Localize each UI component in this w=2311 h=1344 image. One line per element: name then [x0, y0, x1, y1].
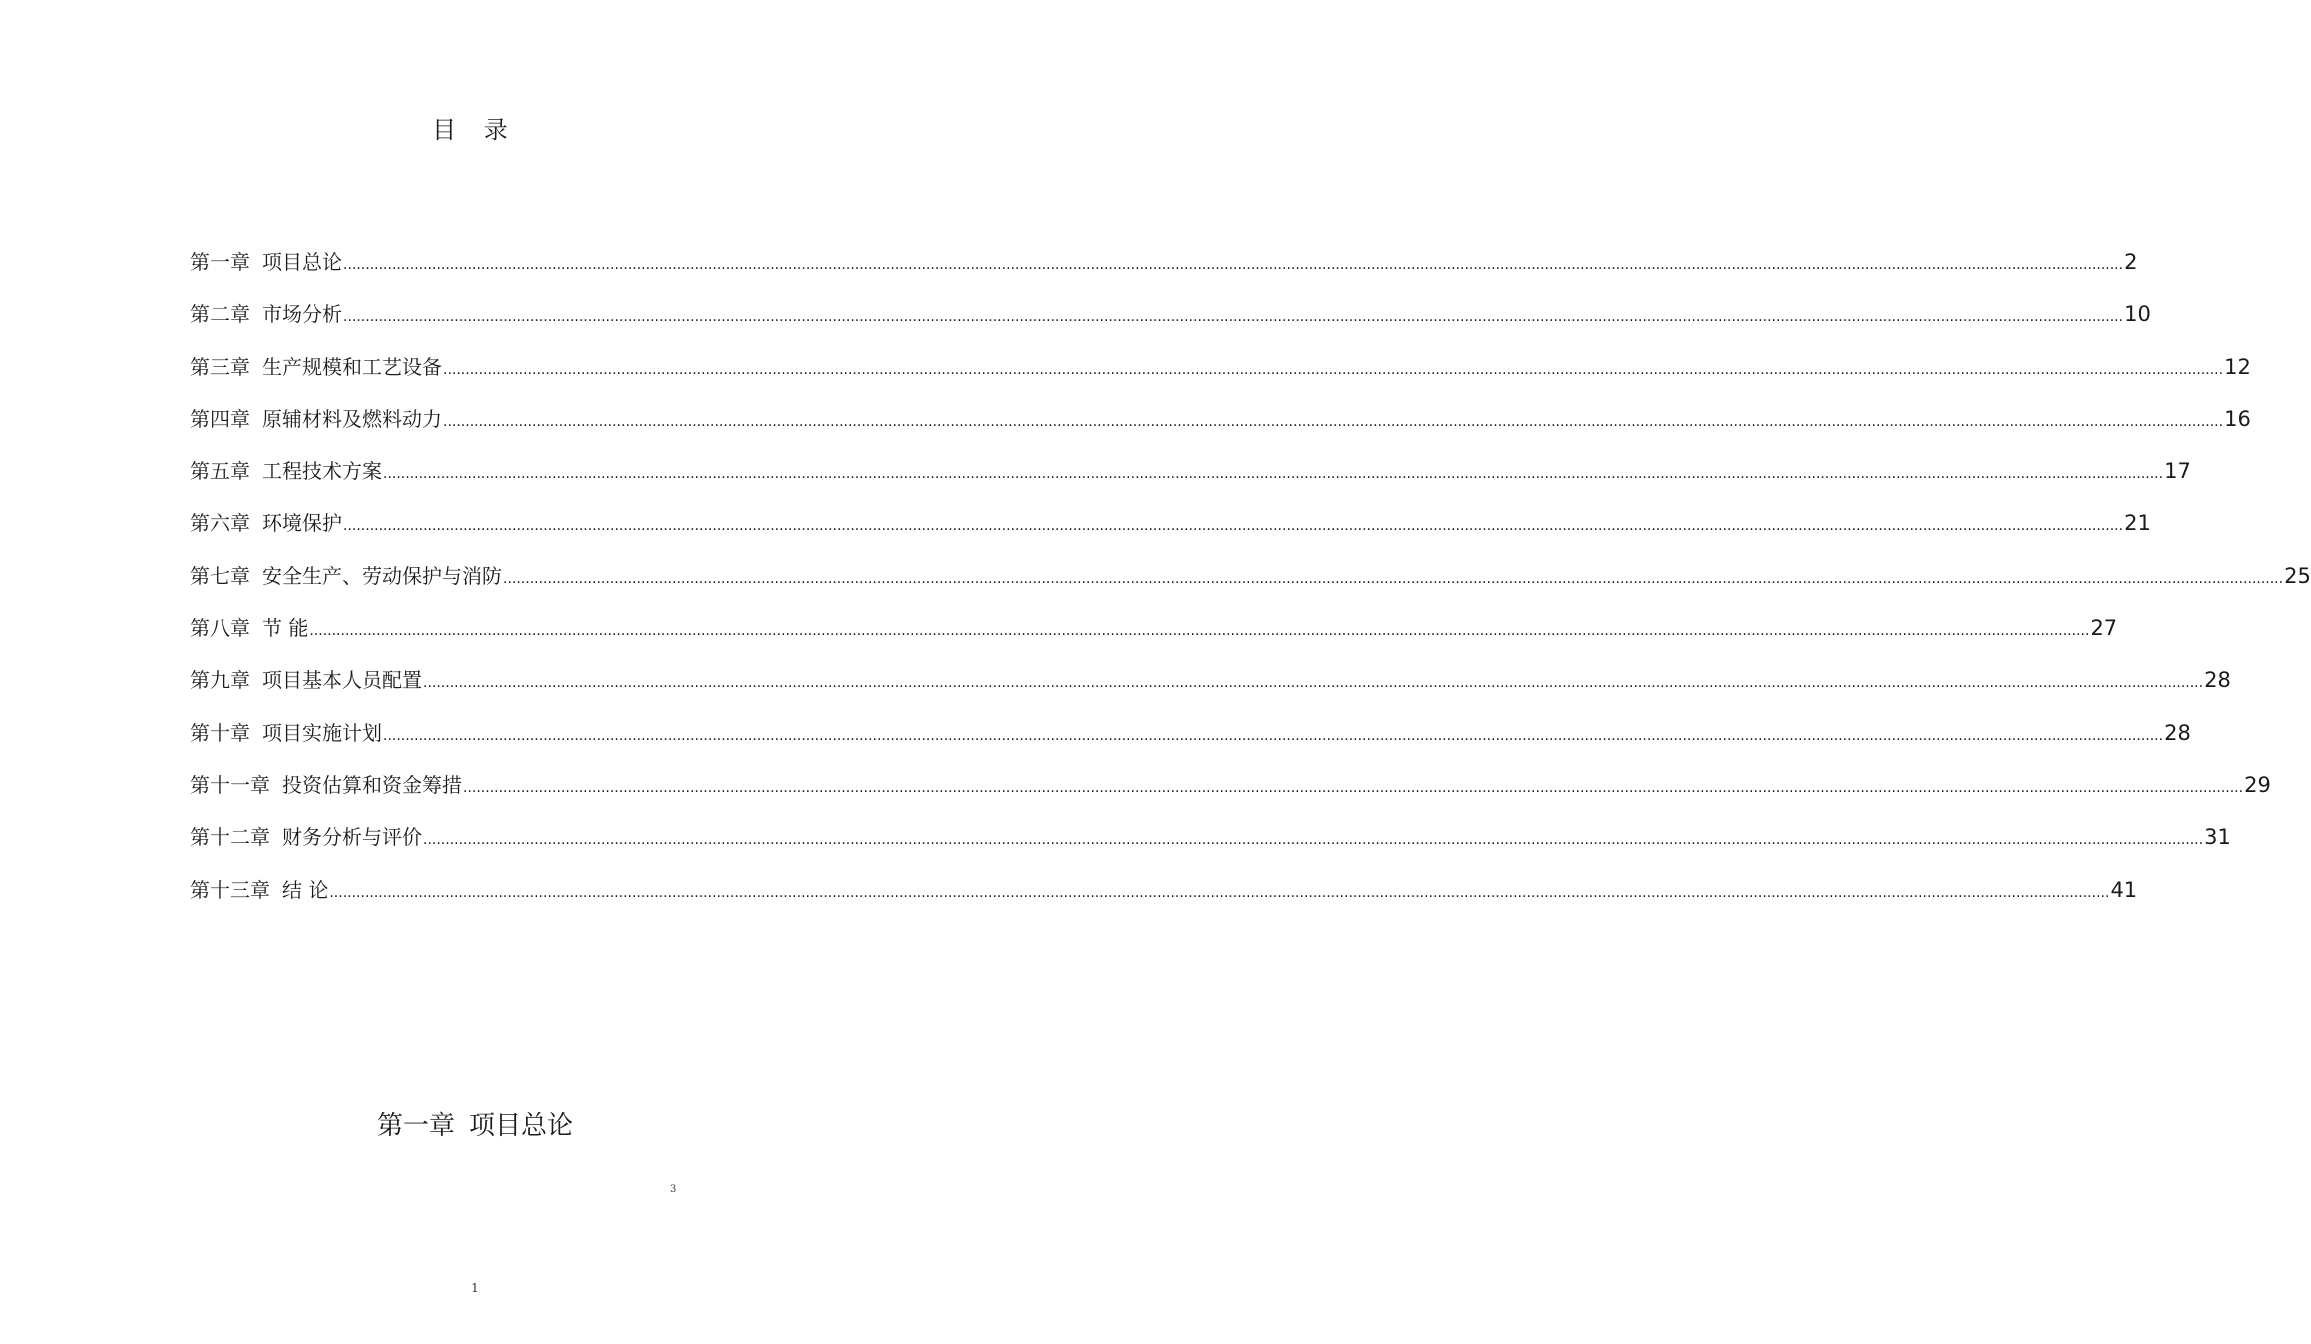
toc-leader-dots: ................................................................................................................................................................................................................................................................................................................................................................................................................ [383, 727, 2164, 744]
page-number: 1 [471, 1281, 479, 1295]
chapter-heading-name: 项目总论 [469, 1111, 574, 1141]
toc-leader-dots: ................................................................................................................................................................................................................................................................................................................................................................................................................ [343, 309, 2124, 326]
toc-leader-dots: ................................................................................................................................................................................................................................................................................................................................................................................................................ [423, 832, 2204, 849]
toc-chapter-name: 项目总论 [262, 250, 342, 274]
toc-chapter-name: 项目基本人员配置 [262, 668, 422, 693]
toc-entry[interactable] [190, 819, 2231, 871]
toc-leader-dots: ................................................................................................................................................................................................................................................................................................................................................................................................................ [503, 570, 2284, 587]
toc-leader-dots: ................................................................................................................................................................................................................................................................................................................................................................................................................ [343, 257, 2124, 273]
toc-entry[interactable] [190, 872, 2138, 924]
toc-chapter-number: 第十一章 [190, 772, 270, 797]
toc-chapter-name: 项目实施计划 [262, 720, 382, 745]
toc-page-number: 21 [2124, 511, 2151, 536]
toc-chapter-name: 财务分析与评价 [282, 825, 422, 850]
toc-chapter-name: 安全生产、劳动保护与消防 [262, 563, 502, 588]
toc-leader-dots: ................................................................................................................................................................................................................................................................................................................................................................................................................ [309, 623, 2090, 640]
toc-chapter-name: 结 论 [282, 877, 329, 902]
toc-page-number: 16 [2224, 406, 2251, 431]
toc-chapter-number: 第十二章 [190, 825, 270, 850]
toc-chapter-name: 投资估算和资金筹措 [282, 772, 462, 797]
toc-chapter-number: 第一章 [190, 250, 250, 274]
toc-entry[interactable] [190, 349, 2251, 401]
toc-title: 目 录 [432, 116, 518, 144]
toc-chapter-number: 第五章 [190, 459, 250, 484]
toc-list [190, 244, 2311, 924]
toc-chapter-number: 第十章 [190, 720, 250, 745]
toc-entry[interactable] [190, 662, 2231, 714]
toc-leader-dots: ................................................................................................................................................................................................................................................................................................................................................................................................................ [423, 675, 2204, 692]
toc-page-number: 2 [2124, 250, 2138, 274]
toc-chapter-number: 第九章 [190, 668, 250, 693]
toc-chapter-number: 第四章 [190, 406, 250, 431]
toc-leader-dots: ................................................................................................................................................................................................................................................................................................................................................................................................................ [343, 518, 2124, 535]
toc-page-number: 28 [2164, 720, 2191, 745]
toc-chapter-number: 第六章 [190, 511, 250, 536]
toc-page-number: 10 [2124, 302, 2151, 327]
toc-chapter-number: 第十三章 [190, 877, 270, 902]
chapter-heading [0, 1106, 950, 1146]
toc-chapter-name: 环境保护 [262, 511, 342, 536]
toc-page-number: 12 [2224, 354, 2251, 379]
toc-entry[interactable] [190, 610, 2118, 662]
toc-leader-dots: ................................................................................................................................................................................................................................................................................................................................................................................................................ [443, 361, 2224, 378]
toc-entry[interactable] [190, 296, 2151, 348]
chapter-heading-number: 第一章 [376, 1111, 455, 1141]
toc-entry[interactable] [190, 767, 2271, 819]
toc-chapter-number: 第二章 [190, 302, 250, 327]
toc-page-number: 29 [2244, 772, 2271, 797]
toc-chapter-name: 生产规模和工艺设备 [262, 354, 442, 379]
page-marker: 3 [670, 1184, 677, 1195]
toc-entry[interactable] [190, 453, 2191, 505]
toc-entry[interactable] [190, 244, 2138, 296]
toc-chapter-number: 第三章 [190, 354, 250, 379]
toc-chapter-name: 原辅材料及燃料动力 [262, 406, 442, 431]
toc-leader-dots: ................................................................................................................................................................................................................................................................................................................................................................................................................ [463, 779, 2244, 796]
toc-page-number: 17 [2164, 459, 2191, 484]
toc-leader-dots: ................................................................................................................................................................................................................................................................................................................................................................................................................ [329, 884, 2110, 901]
toc-chapter-name: 市场分析 [262, 302, 342, 327]
toc-leader-dots: ................................................................................................................................................................................................................................................................................................................................................................................................................ [443, 413, 2224, 430]
toc-page-number: 31 [2204, 825, 2231, 850]
toc-chapter-name: 节 能 [262, 616, 309, 641]
toc-page-number: 41 [2110, 877, 2138, 902]
toc-page-number: 25 [2284, 563, 2311, 588]
toc-entry[interactable] [190, 558, 2311, 610]
toc-chapter-number: 第八章 [190, 616, 250, 641]
toc-entry[interactable] [190, 505, 2151, 557]
toc-page-number: 28 [2204, 668, 2231, 693]
toc-chapter-number: 第七章 [190, 563, 250, 588]
toc-entry[interactable] [190, 401, 2251, 453]
toc-entry[interactable] [190, 715, 2191, 767]
toc-page-number: 27 [2090, 616, 2118, 641]
toc-leader-dots: ................................................................................................................................................................................................................................................................................................................................................................................................................ [383, 466, 2164, 483]
toc-chapter-name: 工程技术方案 [262, 459, 382, 484]
